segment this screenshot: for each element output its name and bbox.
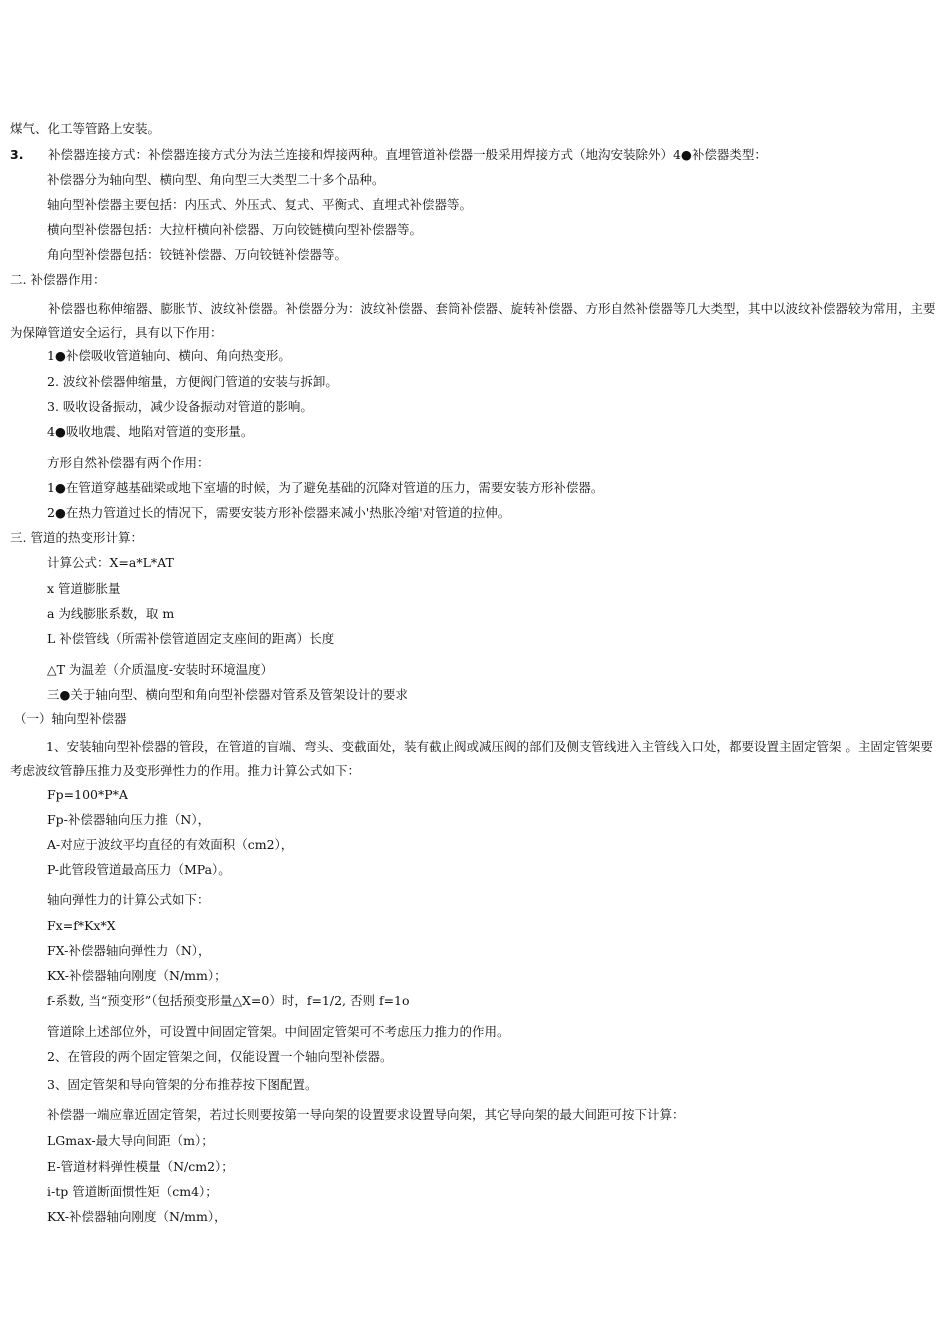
list-item: 1●补偿吸收管道轴向、横向、角向热变形。 xyxy=(47,348,291,363)
list-item: 4●吸收地震、地陷对管道的变形量。 xyxy=(47,424,254,439)
text-line: FX-补偿器轴向弹性力（N）， xyxy=(47,943,211,958)
text-line: 3、固定管架和导向管架的分布推荐按下图配置。 xyxy=(47,1077,318,1092)
text-line: 补偿器分为轴向型、横向型、角向型三大类型二十多个品种。 xyxy=(47,172,385,187)
list-item: 3. 吸收设备振动，减少设备振动对管道的影响。 xyxy=(47,399,313,414)
section-number: 3. xyxy=(10,147,24,162)
text-line: L 补偿管线（所需补偿管道固定支座间的距离）长度 xyxy=(47,631,335,646)
text-line: KX-补偿器轴向刚度（N/mm）； xyxy=(47,968,227,983)
text-line: 补偿器连接方式：补偿器连接方式分为法兰连接和焊接两种。直埋管道补偿器一般采用焊接方式（地沟安装除外）4●补偿器类型： xyxy=(48,147,767,162)
text-line: 轴向弹性力的计算公式如下： xyxy=(47,892,210,907)
text-line: A-对应于波纹平均直径的有效面积（cm2）， xyxy=(47,837,294,852)
text-line: x 管道膨胀量 xyxy=(47,581,121,596)
text-line: △T 为温差（介质温度-安装时环境温度） xyxy=(47,662,274,677)
text-line: Fp-补偿器轴向压力推（N）， xyxy=(47,812,211,827)
text-line: E-管道材料弹性模量（N/cm2）； xyxy=(47,1159,234,1174)
text-line: KX-补偿器轴向刚度（N/mm）， xyxy=(47,1209,227,1224)
list-item: 2●在热力管道过长的情况下，需要安装方形补偿器来减小'热胀冷缩'对管道的拉伸。 xyxy=(47,505,511,520)
section-heading: 三. 管道的热变形计算： xyxy=(10,530,143,545)
text-line: 角向型补偿器包括：铰链补偿器、万向铰链补偿器等。 xyxy=(47,247,348,262)
text-line: 补偿器一端应靠近固定管架，若过长则要按第一导向架的设置要求设置导向架，其它导向架的最大间距可按下计算： xyxy=(47,1107,685,1122)
text-line: P-此管段管道最高压力（MPa）。 xyxy=(47,862,231,877)
text-line: 轴向型补偿器主要包括：内压式、外压式、复式、平衡式、直埋式补偿器等。 xyxy=(47,197,473,212)
text-line: f-系数, 当“预变形”（包括预变形量△X=0）时，f=1/2, 否则 f=1o xyxy=(47,993,410,1008)
formula-line: Fx=f*Kx*X xyxy=(47,918,116,933)
section-heading: 二. 补偿器作用： xyxy=(10,272,106,287)
text-line: a 为线膨胀系数，取 m xyxy=(47,606,175,621)
text-line: i-tp 管道断面惯性矩（cm4）； xyxy=(47,1184,218,1199)
text-line: 横向型补偿器包括：大拉杆横向补偿器、万向铰链横向型补偿器等。 xyxy=(47,222,423,237)
text-line: 2、在管段的两个固定管架之间，仅能设置一个轴向型补偿器。 xyxy=(47,1049,393,1064)
text-line: LGmax-最大导向间距（m）； xyxy=(47,1133,214,1148)
text-line: 煤气、化工等管路上安装。 xyxy=(10,121,161,136)
section-heading: 三●关于轴向型、横向型和角向型补偿器对管系及管架设计的要求 xyxy=(47,687,408,702)
subsection-heading: （一）轴向型补偿器 xyxy=(14,711,127,726)
formula-line: Fp=100*P*A xyxy=(47,787,128,802)
text-line: 管道除上述部位外，可设置中间固定管架。中间固定管架可不考虑压力推力的作用。 xyxy=(47,1024,510,1039)
list-item: 1●在管道穿越基础梁或地下室墙的时候，为了避免基础的沉降对管道的压力，需要安装方形补偿器。 xyxy=(47,480,604,495)
paragraph: 1、安装轴向型补偿器的管段，在管道的盲端、弯头、变截面处，装有截止阀或减压阀的部们及侧支管线进入主管线入口处，都要设置主固定管架 。主固定管架要考虑波纹管静压推力及变形弹性力的作用。推力计算公式如下： xyxy=(10,739,933,778)
text-line: 方形自然补偿器有两个作用： xyxy=(47,455,210,470)
list-item: 2. 波纹补偿器伸缩量，方便阀门管道的安装与拆卸。 xyxy=(47,374,338,389)
paragraph: 补偿器也称伸缩器、膨胀节、波纹补偿器。补偿器分为：波纹补偿器、套筒补偿器、旋转补偿器、方形自然补偿器等几大类型，其中以波纹补偿器较为常用，主要为保障管道安全运行，具有以下作用： xyxy=(10,301,936,340)
formula-line: 计算公式：X=a*L*AT xyxy=(47,555,174,570)
